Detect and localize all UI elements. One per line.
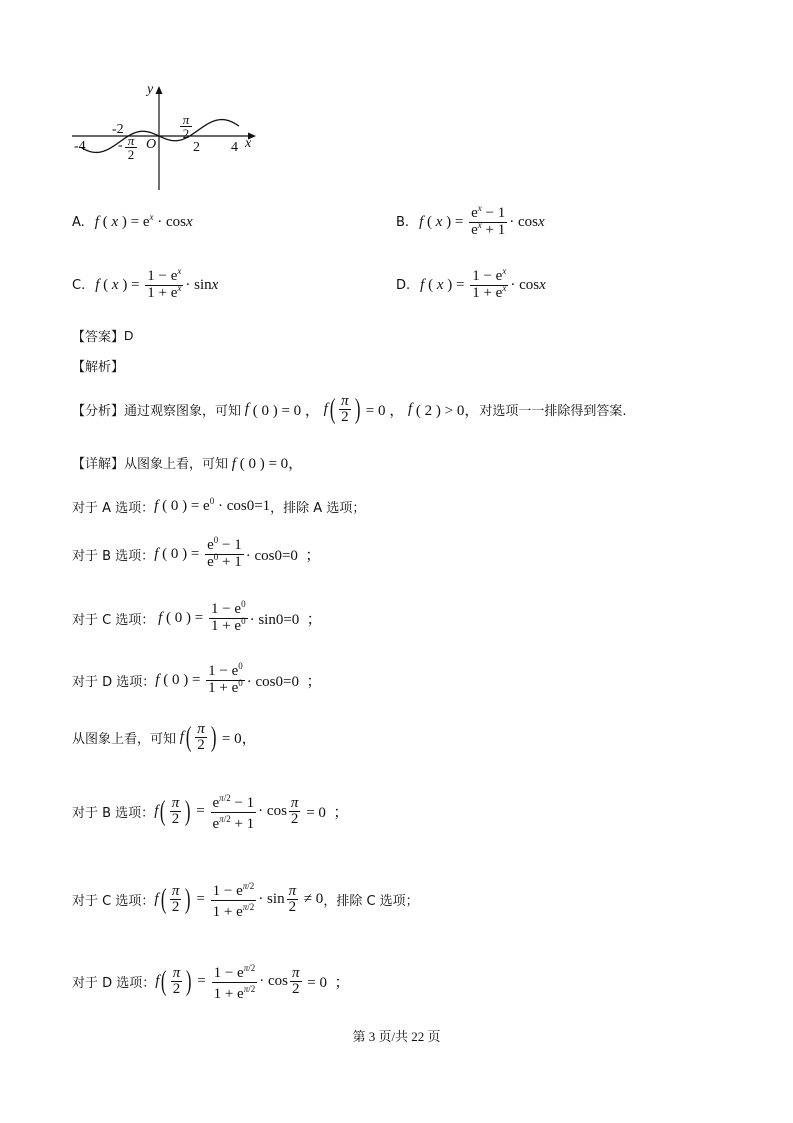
answer-value: D <box>124 328 134 343</box>
check-d <box>72 661 322 697</box>
option-c-label: C. <box>72 278 86 293</box>
answer-line <box>72 326 133 345</box>
option-d <box>396 266 546 302</box>
tick-neg-pi-den: 2 <box>125 147 137 161</box>
option-b <box>396 203 545 239</box>
tick-neg-pi-num: π <box>127 133 135 148</box>
from-graph-2-formula: f ( $\frac{\pi}{2}$ ) = 0， <box>179 721 257 753</box>
check-c-formula: f ( 0 ) = $\frac{1 - e^0}{1 + e^0}$ · sin0=0 ； <box>158 599 322 634</box>
origin-label: O <box>146 137 157 152</box>
check-b-formula: f ( 0 ) = $\frac{e^0 - 1}{e^0 + 1}$ · cos0=0 ； <box>154 535 321 570</box>
answer-label: 【答案】 <box>72 330 125 345</box>
y-axis-label: y <box>147 82 154 97</box>
tick-pi-num: π <box>182 112 190 127</box>
tick-2: 2 <box>193 140 200 155</box>
fenxi-formulas: f ( 0 ) = 0 ， f ( $\frac{\pi}{2}$ ) = 0 ， f ( 2 ) > 0， <box>244 393 480 425</box>
check2-d-formula: f ( $\frac{\pi}{2}$ ) = $\frac{1 - e^{\pi/2}}{1 + e^{\pi/2}}$ · cos $\frac{\pi}{2}$ = 0 ； <box>155 963 350 1002</box>
page-footer <box>0 1026 793 1046</box>
fenxi-line <box>72 394 626 425</box>
check-a-label: 对于 A 选项： <box>72 501 155 516</box>
check-c <box>72 599 322 635</box>
option-a <box>72 214 193 231</box>
tick-neg-pi-half <box>125 134 137 161</box>
check2-c-formula: f ( $\frac{\pi}{2}$ ) = $\frac{1 - e^{\pi/2}}{1 + e^{\pi/2}}$ · sin $\frac{\pi}{2}$ ≠ 0 <box>154 881 324 920</box>
check2-d <box>72 960 349 1003</box>
fenxi-label: 【分析】 <box>72 404 125 419</box>
check-b <box>72 535 321 571</box>
option-c-formula: f ( x ) = $\frac{1 - e^x}{1 + e^x}$ · sin x <box>95 266 219 301</box>
check2-c-tail: ，排除 C 选项； <box>323 894 419 909</box>
check-a <box>72 497 365 516</box>
option-c <box>72 266 219 302</box>
check2-d-label: 对于 D 选项： <box>72 976 156 991</box>
check-d-formula: f ( 0 ) = $\frac{1 - e^0}{1 + e^0}$ · cos0=0 ； <box>155 661 322 696</box>
option-d-formula: f ( x ) = $\frac{1 - e^x}{1 + e^x}$ · cos x <box>420 266 546 301</box>
option-b-formula: f ( x ) = $\frac{e^x - 1}{e^x + 1}$ · cos x <box>419 203 545 238</box>
function-graph <box>66 84 266 196</box>
tick-neg2: -2 <box>112 122 124 137</box>
page-number: 第 3 页/共 22 页 <box>352 1029 441 1044</box>
check-a-tail: ，排除 A 选项； <box>270 501 366 516</box>
check2-b-formula: f ( $\frac{\pi}{2}$ ) = $\frac{e^{\pi/2} - 1}{e^{\pi/2} + 1}$ · cos $\frac{\pi}{2}$ = 0 ； <box>154 793 349 832</box>
from-graph-2-text: 从图象上看，可知 <box>72 732 177 747</box>
option-a-label: A. <box>72 215 85 230</box>
xiangjie-label: 【详解】 <box>72 457 125 472</box>
option-b-label: B. <box>396 215 410 230</box>
fenxi-text-1: 通过观察图象，可知 <box>124 404 242 419</box>
tick-neg-pi-sign: - <box>118 138 123 153</box>
option-a-formula: f ( x ) = $e^x \cdot \cos x$ <box>94 212 193 230</box>
tick-pi-half <box>180 113 192 140</box>
xiangjie-formula: f ( 0 ) = 0， <box>231 456 304 472</box>
x-axis-label: x <box>245 136 252 151</box>
xiangjie-text: 从图象上看，可知 <box>124 457 229 472</box>
check2-b-label: 对于 B 选项： <box>72 806 155 821</box>
check2-c <box>72 878 419 921</box>
check-c-label: 对于 C 选项： <box>72 613 155 628</box>
tick-4: 4 <box>231 140 238 155</box>
xiangjie-line <box>72 452 303 473</box>
from-graph-2 <box>72 722 257 753</box>
tick-pi-den: 2 <box>180 126 192 140</box>
tick-neg4: -4 <box>74 139 86 154</box>
check2-c-label: 对于 C 选项： <box>72 894 155 909</box>
fenxi-text-2: 对选项一一排除得到答案. <box>479 404 627 419</box>
check2-b <box>72 790 348 833</box>
check-d-label: 对于 D 选项： <box>72 675 156 690</box>
check-b-label: 对于 B 选项： <box>72 549 155 564</box>
check-a-formula: f ( 0 ) = $e^0 \cdot \cos 0=1$ <box>154 496 271 514</box>
analysis-label: 【解析】 <box>72 360 125 375</box>
option-d-label: D. <box>396 278 411 293</box>
